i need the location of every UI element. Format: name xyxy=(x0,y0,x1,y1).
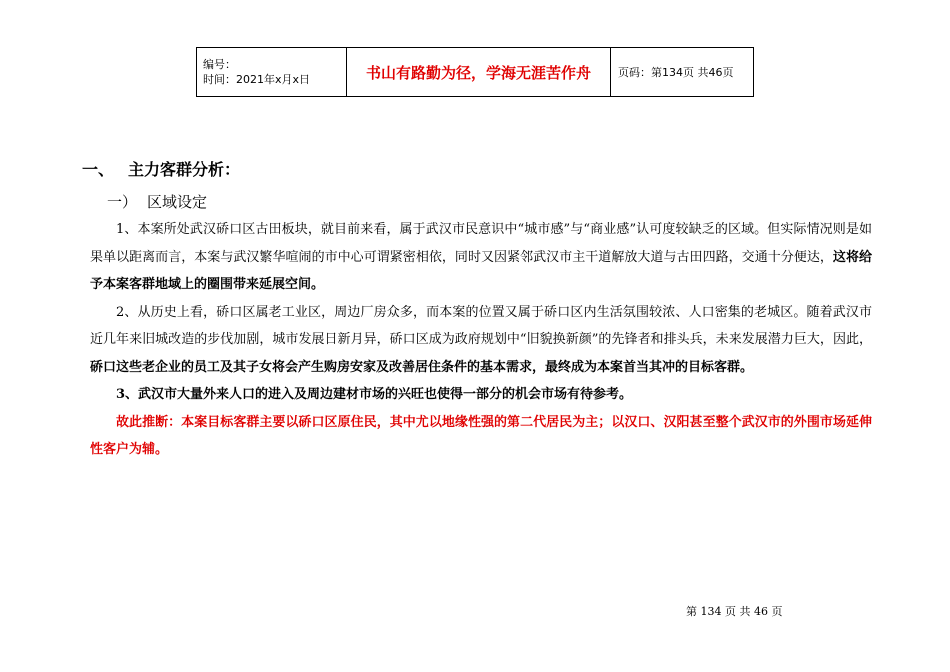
header-table xyxy=(196,47,754,97)
paragraph-3 xyxy=(90,381,872,409)
page-label: 页码：第134页 共46页 xyxy=(618,66,734,79)
number-label: 编号： xyxy=(203,58,236,71)
paragraph-2-text: 2、从历史上看，硚口区属老工业区，周边厂房众多，而本案的位置又属于硚口区内生活氛围较浓、人口密集的老城区。随着武汉市近几年来旧城改造的步伐加剧，城市发展日新月异，硚口区成为政府规划中“旧貌换新颜”的先锋者和排头兵，未来发展潜力巨大，因此， xyxy=(90,304,872,347)
paragraph-1-bold: 这将给予本案客群地域上的圈围带来延展空间。 xyxy=(90,249,872,292)
header-meta-cell xyxy=(197,48,347,97)
section-number: 一、 xyxy=(82,160,115,179)
subsection-heading xyxy=(107,191,207,212)
time-label: 时间：2021年x月x日 xyxy=(203,73,311,86)
motto-cell xyxy=(347,48,611,97)
section-title: 主力客群分析： xyxy=(128,160,241,179)
paragraph-2 xyxy=(90,299,872,382)
conclusion-text: 故此推断：本案目标客群主要以硚口区原住民，其中尤以地缘性强的第二代居民为主；以汉口、汉阳甚至整个武汉市的外围市场延伸性客户为辅。 xyxy=(90,414,872,457)
paragraph-3-bold: 3、武汉市大量外来人口的进入及周边建材市场的兴旺也使得一部分的机会市场有待参考。 xyxy=(116,387,633,402)
section-heading xyxy=(82,157,240,180)
paragraph-1-text: 1、本案所处武汉硚口区古田板块，就目前来看，属于武汉市民意识中“城市感”与“商业感”认可度较缺乏的区域。但实际情况则是如果单以距离而言，本案与武汉繁华喧闹的市中心可谓紧密相依，同时又因紧邻武汉市主干道解放大道与古田四路，交通十分便达， xyxy=(90,222,872,265)
paragraph-1 xyxy=(90,216,872,299)
body-text xyxy=(90,216,872,464)
subsection-title: 区域设定 xyxy=(147,193,208,211)
page-label-cell xyxy=(611,48,754,97)
motto-text: 书山有路勤为径，学海无涯苦作舟 xyxy=(365,63,591,82)
paragraph-4 xyxy=(90,409,872,464)
page-footer: 第 134 页 共 46 页 xyxy=(686,605,783,618)
paragraph-2-bold: 硚口这些老企业的员工及其子女将会产生购房安家及改善居住条件的基本需求，最终成为本案首当其冲的目标客群。 xyxy=(90,359,754,375)
subsection-number: 一） xyxy=(107,193,138,211)
